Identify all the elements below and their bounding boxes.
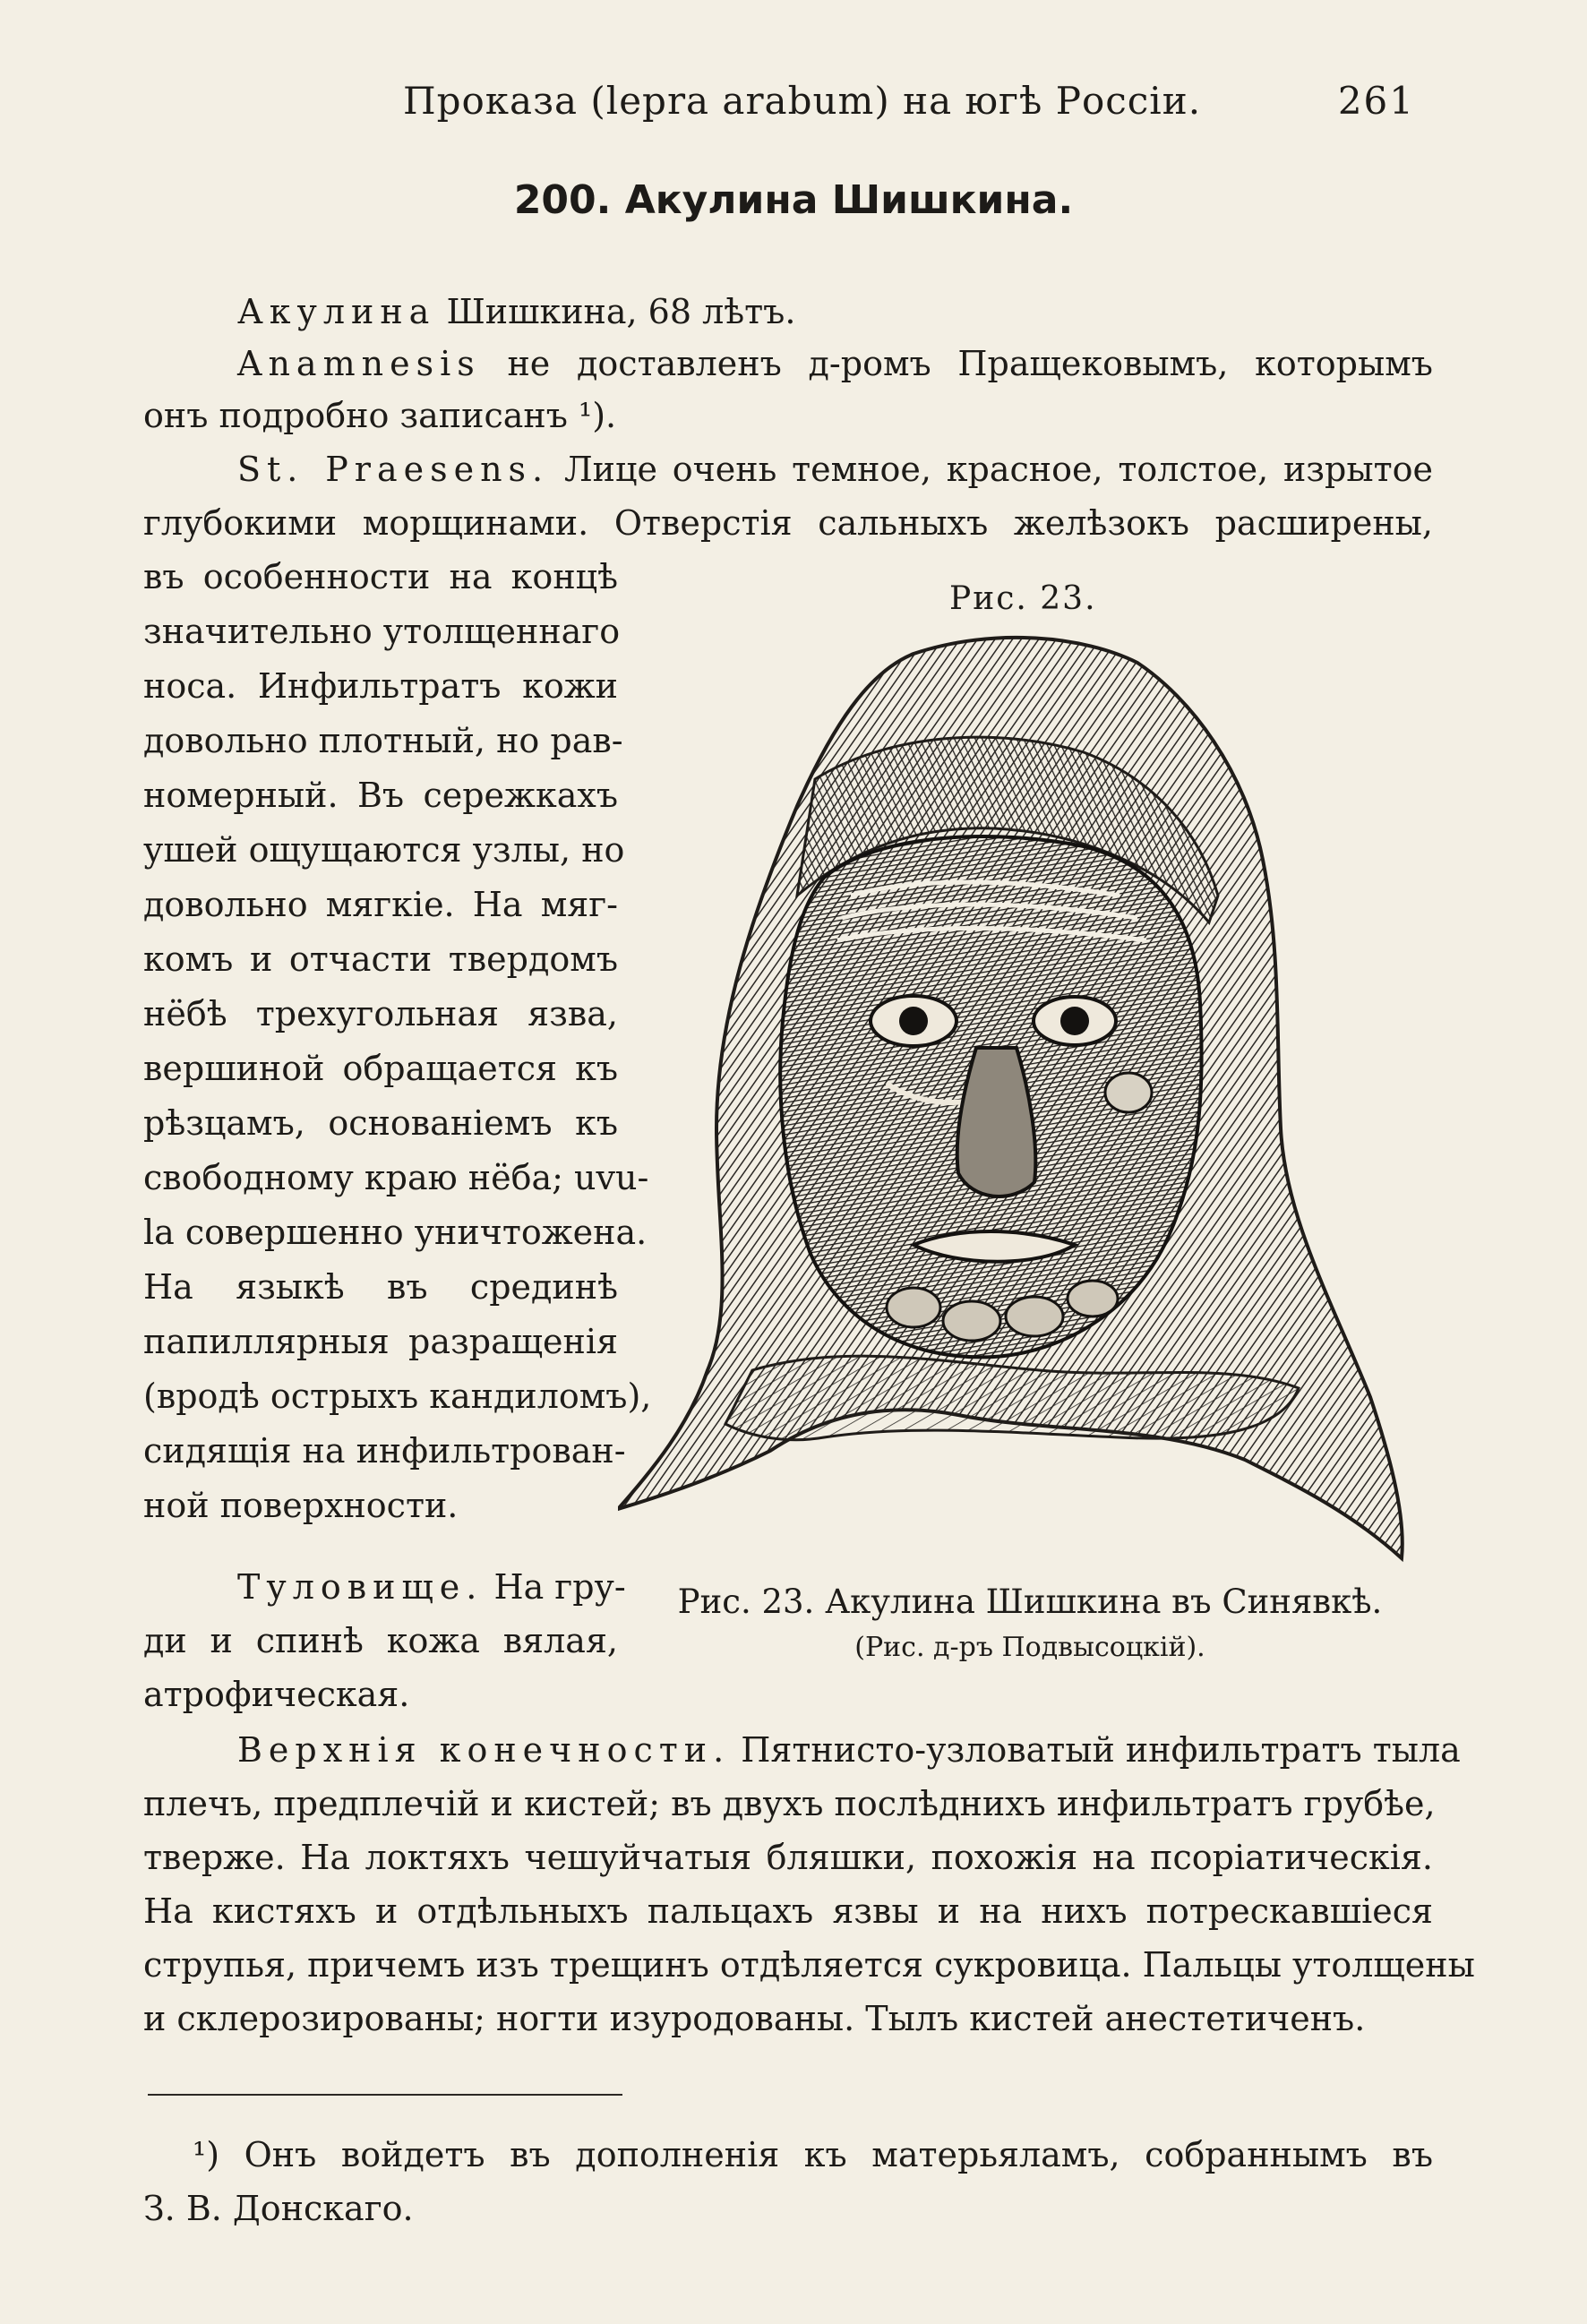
trunk-line-2: ди и спинѣ кожа вялая, <box>143 1621 618 1660</box>
anamnesis-line-1 <box>237 337 1433 390</box>
footnote-line-2: З. В. Донскаго. <box>143 2189 414 2228</box>
nose <box>957 1048 1036 1196</box>
engraving-svg <box>618 627 1406 1567</box>
left-column-line: нёбѣ трехугольная язва, <box>143 994 618 1033</box>
status-line-2: глубокими морщинами. Отверстія сальныхъ желѣзокъ расширены, <box>143 503 1433 543</box>
left-column-line: сидящія на инфильтрован- <box>143 1431 626 1471</box>
left-column-line: значительно утолщеннаго <box>143 612 621 651</box>
limbs-label: Верхнія конечности. <box>237 1730 731 1770</box>
figure-caption-text: Рис. 23. Акулина Шишкина въ Синявкѣ. <box>677 1582 1383 1621</box>
left-column-line: рѣзцамъ, основаніемъ къ <box>143 1103 618 1143</box>
running-header <box>143 79 1433 133</box>
left-column-line: довольно мягкіе. На мяг- <box>143 885 618 924</box>
left-eye <box>871 996 956 1046</box>
left-column-line: комъ и отчасти твердомъ <box>143 939 618 979</box>
left-column <box>143 550 652 1544</box>
left-column-line: номерный. Въ сережкахъ <box>143 776 618 815</box>
figure-label: Рис. 23. <box>949 580 1097 617</box>
patient-name-rest: Шишкина, 68 лѣтъ. <box>446 292 796 331</box>
limbs-text: Пятнисто-узловатый инфильтратъ тыла <box>741 1730 1461 1770</box>
limbs-line-1 <box>237 1723 1461 1777</box>
left-column-line: свободному краю нёба; uvu- <box>143 1158 649 1197</box>
left-column-line: носа. Инфильтратъ кожи <box>143 666 618 706</box>
anamnesis-line-2: онъ подробно записанъ ¹). <box>143 396 617 435</box>
left-column-line: ной поверхности. <box>143 1486 459 1525</box>
left-column-line: довольно плотный, но рав- <box>143 721 623 760</box>
left-column-line: На языкѣ въ срединѣ <box>143 1267 618 1307</box>
limbs-last-line: и склерозированы; ногти изуродованы. Тылъ кистей анестетиченъ. <box>143 1999 1366 2038</box>
left-column-line: ушей ощущаются узлы, но <box>143 830 625 870</box>
limbs-line: струпья, причемъ изъ трещинъ отдѣляется сукровица. Пальцы утолщены <box>143 1945 1475 1985</box>
trunk-line-1 <box>237 1560 626 1614</box>
anamnesis-label: Anamnesis <box>237 344 481 383</box>
limbs-line: плечъ, предплечій и кистей; въ двухъ послѣднихъ инфильтратъ грубѣе, <box>143 1784 1436 1823</box>
limbs-line: На кистяхъ и отдѣльныхъ пальцахъ язвы и на нихъ потрескавшіеся <box>143 1891 1433 1931</box>
footnote-rule <box>148 2094 622 2096</box>
cheek-nodule <box>1105 1073 1152 1112</box>
right-eye <box>1034 997 1116 1045</box>
status-line-1 <box>237 442 1433 496</box>
trunk-text: На гру- <box>493 1567 626 1607</box>
section-title: 200. Акулина Шишкина. <box>513 177 1074 223</box>
left-column-line: вершиной обращается къ <box>143 1049 618 1088</box>
figure-caption <box>654 1576 1406 1668</box>
running-title: Проказа (lepra arabum) на югѣ Россіи. <box>403 79 1202 123</box>
status-text: Лице очень темное, красное, толстое, изрытое <box>563 450 1433 489</box>
left-column-line: папиллярныя разращенія <box>143 1322 618 1361</box>
page-number: 261 <box>1337 79 1415 123</box>
intro-line-1 <box>237 285 795 339</box>
engraving-figure <box>618 627 1406 1567</box>
figure-credit: (Рис. д-ръ Подвысоцкій). <box>854 1632 1205 1663</box>
trunk-label: Туловище. <box>237 1567 484 1607</box>
footnote-line-1: ¹) Онъ войдетъ въ дополненія къ матерьяламъ, собраннымъ въ <box>193 2135 1433 2174</box>
left-column-line: la совершенно уничтожена. <box>143 1213 648 1252</box>
status-label: St. Praesens. <box>237 450 550 489</box>
left-column-line: въ особенности на концѣ <box>143 557 618 596</box>
trunk-line-3: атрофическая. <box>143 1675 410 1714</box>
patient-name-spaced: Акулина <box>237 292 436 331</box>
anamnesis-text: не доставленъ д-ромъ Пращековымъ, которымъ <box>507 344 1433 383</box>
limbs-line: тверже. На локтяхъ чешуйчатыя бляшки, похожія на псоріатическія. <box>143 1838 1433 1877</box>
left-column-line: (вродѣ острыхъ кандиломъ), <box>143 1376 652 1416</box>
